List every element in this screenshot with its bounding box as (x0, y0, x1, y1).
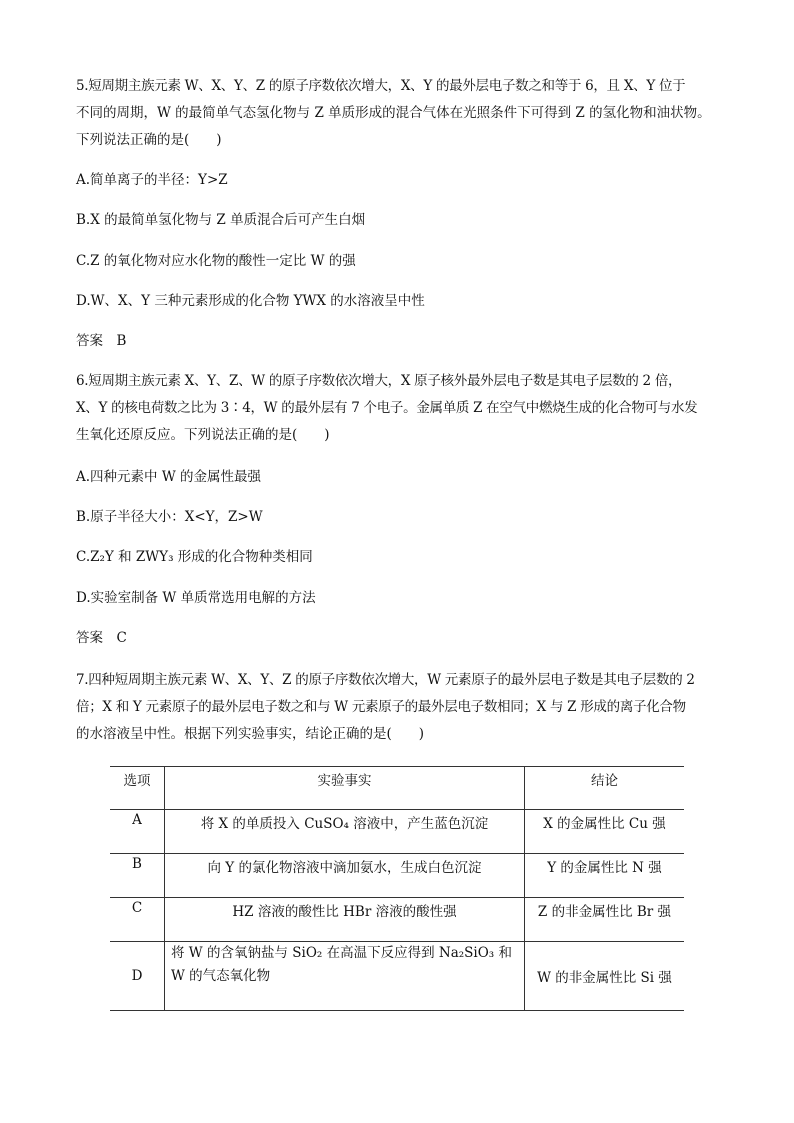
row-option: B (110, 854, 165, 898)
row-conclusion: X 的金属性比 Cu 强 (525, 810, 685, 854)
row-fact: 将 X 的单质投入 CuSO₄ 溶液中，产生蓝色沉淀 (165, 810, 525, 854)
q5-option-b: B.X 的最简单氢化物与 Z 单质混合后可产生白烟 (76, 212, 366, 228)
q7-stem-line-2: 倍；X 和 Y 元素原子的最外层电子数之和与 W 元素原子的最外层电子数相同；X 与 Z 形成的离子化合物 (76, 699, 686, 715)
q5-option-c: C.Z 的氧化物对应水化物的酸性一定比 W 的强 (76, 253, 356, 269)
q6-option-a: A.四种元素中 W 的金属性最强 (76, 469, 261, 485)
row-conclusion: Y 的金属性比 N 强 (525, 854, 685, 898)
q6-option-d: D.实验室制备 W 单质常选用电解的方法 (76, 590, 316, 606)
q6-option-b: B.原子半径大小：X<Y，Z>W (76, 509, 263, 525)
header-fact: 实验事实 (165, 767, 525, 810)
row-option: C (110, 898, 165, 942)
header-option: 选项 (110, 767, 165, 810)
row-fact: 向 Y 的氯化物溶液中滴加氨水，生成白色沉淀 (165, 854, 525, 898)
row-conclusion: Z 的非金属性比 Br 强 (525, 898, 685, 942)
q6-option-c: C.Z₂Y 和 ZWY₃ 形成的化合物种类相同 (76, 549, 313, 565)
row-fact: 将 W 的含氧钠盐与 SiO₂ 在高温下反应得到 Na₂SiO₃ 和 W 的气态氧化物 (165, 942, 525, 1011)
q7-stem-line-3: 的水溶液呈中性。根据下列实验事实，结论正确的是( ) (76, 726, 425, 742)
table-row (110, 942, 684, 1011)
table-header-row (110, 767, 684, 810)
table-row (110, 810, 684, 854)
q6-stem-line-2: X、Y 的核电荷数之比为 3∶4，W 的最外层有 7 个电子。金属单质 Z 在空气中燃烧生成的化合物可与水发 (76, 400, 698, 416)
q5-option-a: A.简单离子的半径：Y>Z (76, 172, 228, 188)
q6-stem-line-1: 6.短周期主族元素 X、Y、Z、W 的原子序数依次增大，X 原子核外最外层电子数是其电子层数的 2 倍， (76, 373, 682, 389)
row-conclusion: W 的非金属性比 Si 强 (525, 942, 685, 1011)
header-conclusion: 结论 (525, 767, 685, 810)
row-fact: HZ 溶液的酸性比 HBr 溶液的酸性强 (165, 898, 525, 942)
row-option: A (110, 810, 165, 854)
q6-stem-line-3: 生氧化还原反应。下列说法正确的是( ) (76, 427, 330, 443)
table-row (110, 854, 684, 898)
q5-answer: 答案 B (76, 333, 127, 349)
row-option: D (110, 942, 165, 1011)
q7-stem-line-1: 7.四种短周期主族元素 W、X、Y、Z 的原子序数依次增大，W 元素原子的最外层电子数是其电子层数的 2 (76, 672, 695, 688)
q5-stem-line-1: 5.短周期主族元素 W、X、Y、Z 的原子序数依次增大，X、Y 的最外层电子数之和等于 6，且 X、Y 位于 (76, 78, 686, 94)
q6-answer: 答案 C (76, 630, 127, 646)
table-row (110, 898, 684, 942)
q5-stem-line-2: 不同的周期，W 的最简单气态氢化物与 Z 单质形成的混合气体在光照条件下可得到 Z 的氢化物和油状物。 (76, 105, 711, 121)
q5-stem-line-3: 下列说法正确的是( ) (76, 132, 222, 148)
q5-option-d: D.W、X、Y 三种元素形成的化合物 YWX 的水溶液呈中性 (76, 293, 425, 309)
q7-options-table (110, 766, 684, 1011)
